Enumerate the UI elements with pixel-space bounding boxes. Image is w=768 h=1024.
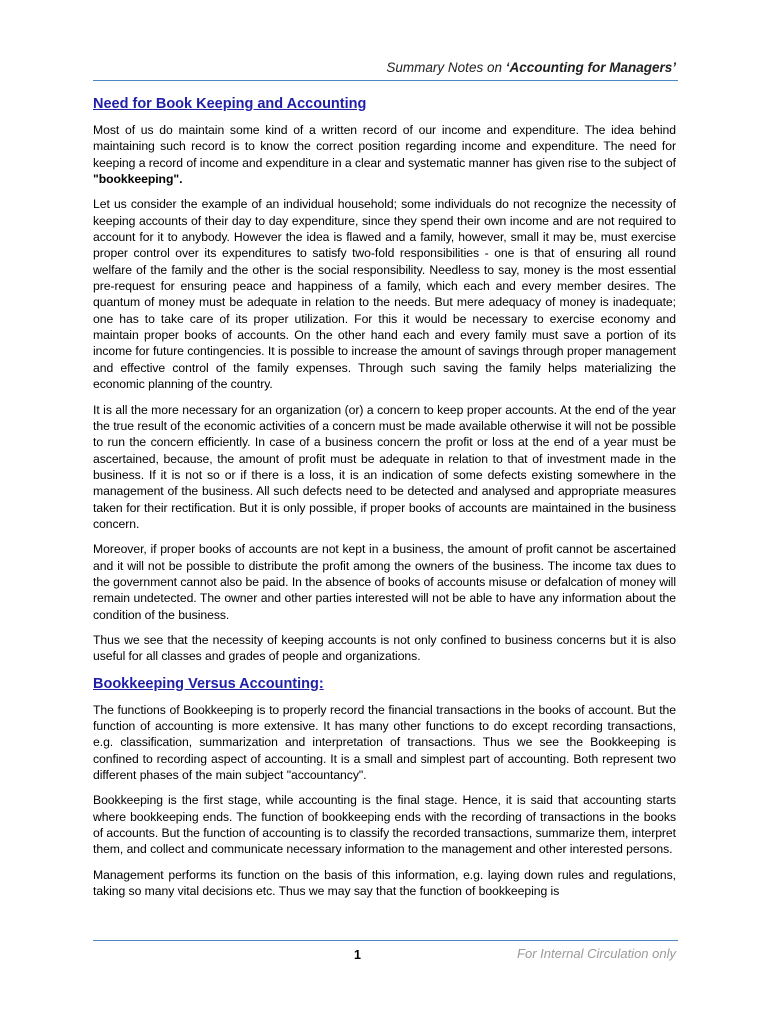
section-heading-need-for-bookkeeping: Need for Book Keeping and Accounting: [93, 96, 367, 112]
paragraph-conclusion: Thus we see that the necessity of keeping accounts is not only confined to business concerns but it is also useful for all classes and grades of people and organizations.: [93, 632, 676, 664]
paragraph-functions: The functions of Bookkeeping is to properly record the financial transactions in the books of account. But the function of accounting is more extensive. It has many other functions to do except recording transactions, e.g. classification, summarization and interpretation of transactions. Thus we see the Bookkeeping is confined to recording aspect of accounting. It is a small and simplest part of accounting. Both represent two different phases of the main subject "accountancy".: [93, 702, 676, 783]
page-content: [93, 94, 676, 908]
header-prefix: Summary Notes on: [386, 60, 506, 75]
running-header: [93, 60, 676, 75]
paragraph-stages: Bookkeeping is the first stage, while accounting is the final stage. Hence, it is said that accounting starts where bookkeeping ends. The function of bookkeeping ends with the recording of transactions in the books of accounts. But the function of accounting is to classify the recorded transactions, summarize them, interpret them, and collect and communicate necessary information to the management and other interested persons.: [93, 793, 676, 857]
paragraph-books-not-kept: Moreover, if proper books of accounts are not kept in a business, the amount of profit cannot be ascertained and it will not be possible to distribute the profit among the owners of the business. The income tax dues to the government cannot also be paid. In the absence of books of accounts misuse or defalcation of money will remain undetected. The owner and other parties interested will not be able to have any information about the condition of the business.: [93, 542, 676, 622]
paragraph-organization: It is all the more necessary for an organization (or) a concern to keep proper accounts. At the end of the year the true result of the economic activities of a concern must be made available otherwise it will not be possible to run the concern efficiently. In case of a business concern the profit or loss at the end of a year must be ascertained, because, the amount of profit must be adequate in relation to that of investment made in the business. If it is not so or if there is a loss, it is an indication of some defects existing somewhere in the management of the business. All such defects need to be detected and analysed and appropriate measures taken for their rectification. But it is only possible, if proper books of accounts are maintained in the business concern.: [93, 402, 676, 531]
header-divider: [93, 80, 678, 81]
page-number: 1: [354, 948, 361, 962]
bookkeeping-term: "bookkeeping".: [93, 172, 183, 187]
paragraph-intro: [93, 122, 676, 187]
paragraph-intro-text: Most of us do maintain some kind of a written record of our income and expenditure. The idea behind maintaining such record is to know the correct position regarding income and expenditure. The need for keeping a record of income and expenditure in a clear and systematic manner has given rise to the subject of: [93, 123, 676, 170]
footer-divider: [93, 940, 678, 941]
section-heading-bookkeeping-vs-accounting: Bookkeeping Versus Accounting:: [93, 675, 324, 692]
paragraph-management: Management performs its function on the basis of this information, e.g. laying down rules and regulations, taking so many vital decisions etc. Thus we may say that the function of bookkeeping is: [93, 867, 676, 899]
footer-note: For Internal Circulation only: [517, 946, 676, 961]
header-title: ‘Accounting for Managers’: [505, 60, 676, 75]
paragraph-household: Let us consider the example of an individual household; some individuals do not recognize the necessity of keeping accounts of their day to day expenditure, since they spend their own income and are not required to account for it to anybody. However the idea is flawed and a family, however, small it may be, must exercise proper control over its expenditures to satisfy two-fold responsibilities - one is that of ensuring all round welfare of the family and the other is the social responsibility. Needless to say, money is the most essential pre-request for ensuring peace and happiness of a family, which each and every member desires. The quantum of money must be adequate in relation to the needs. But mere adequacy of money is inadequate; one has to take care of its proper utilization. For this it would be necessary to exercise economy and maintain proper books of accounts. On the other hand each and every family must save a portion of its income for future contingencies. It is possible to increase the amount of savings through proper management and effective control of the family expenses. Through such saving the family helps materializing the economic planning of the country.: [93, 197, 676, 392]
